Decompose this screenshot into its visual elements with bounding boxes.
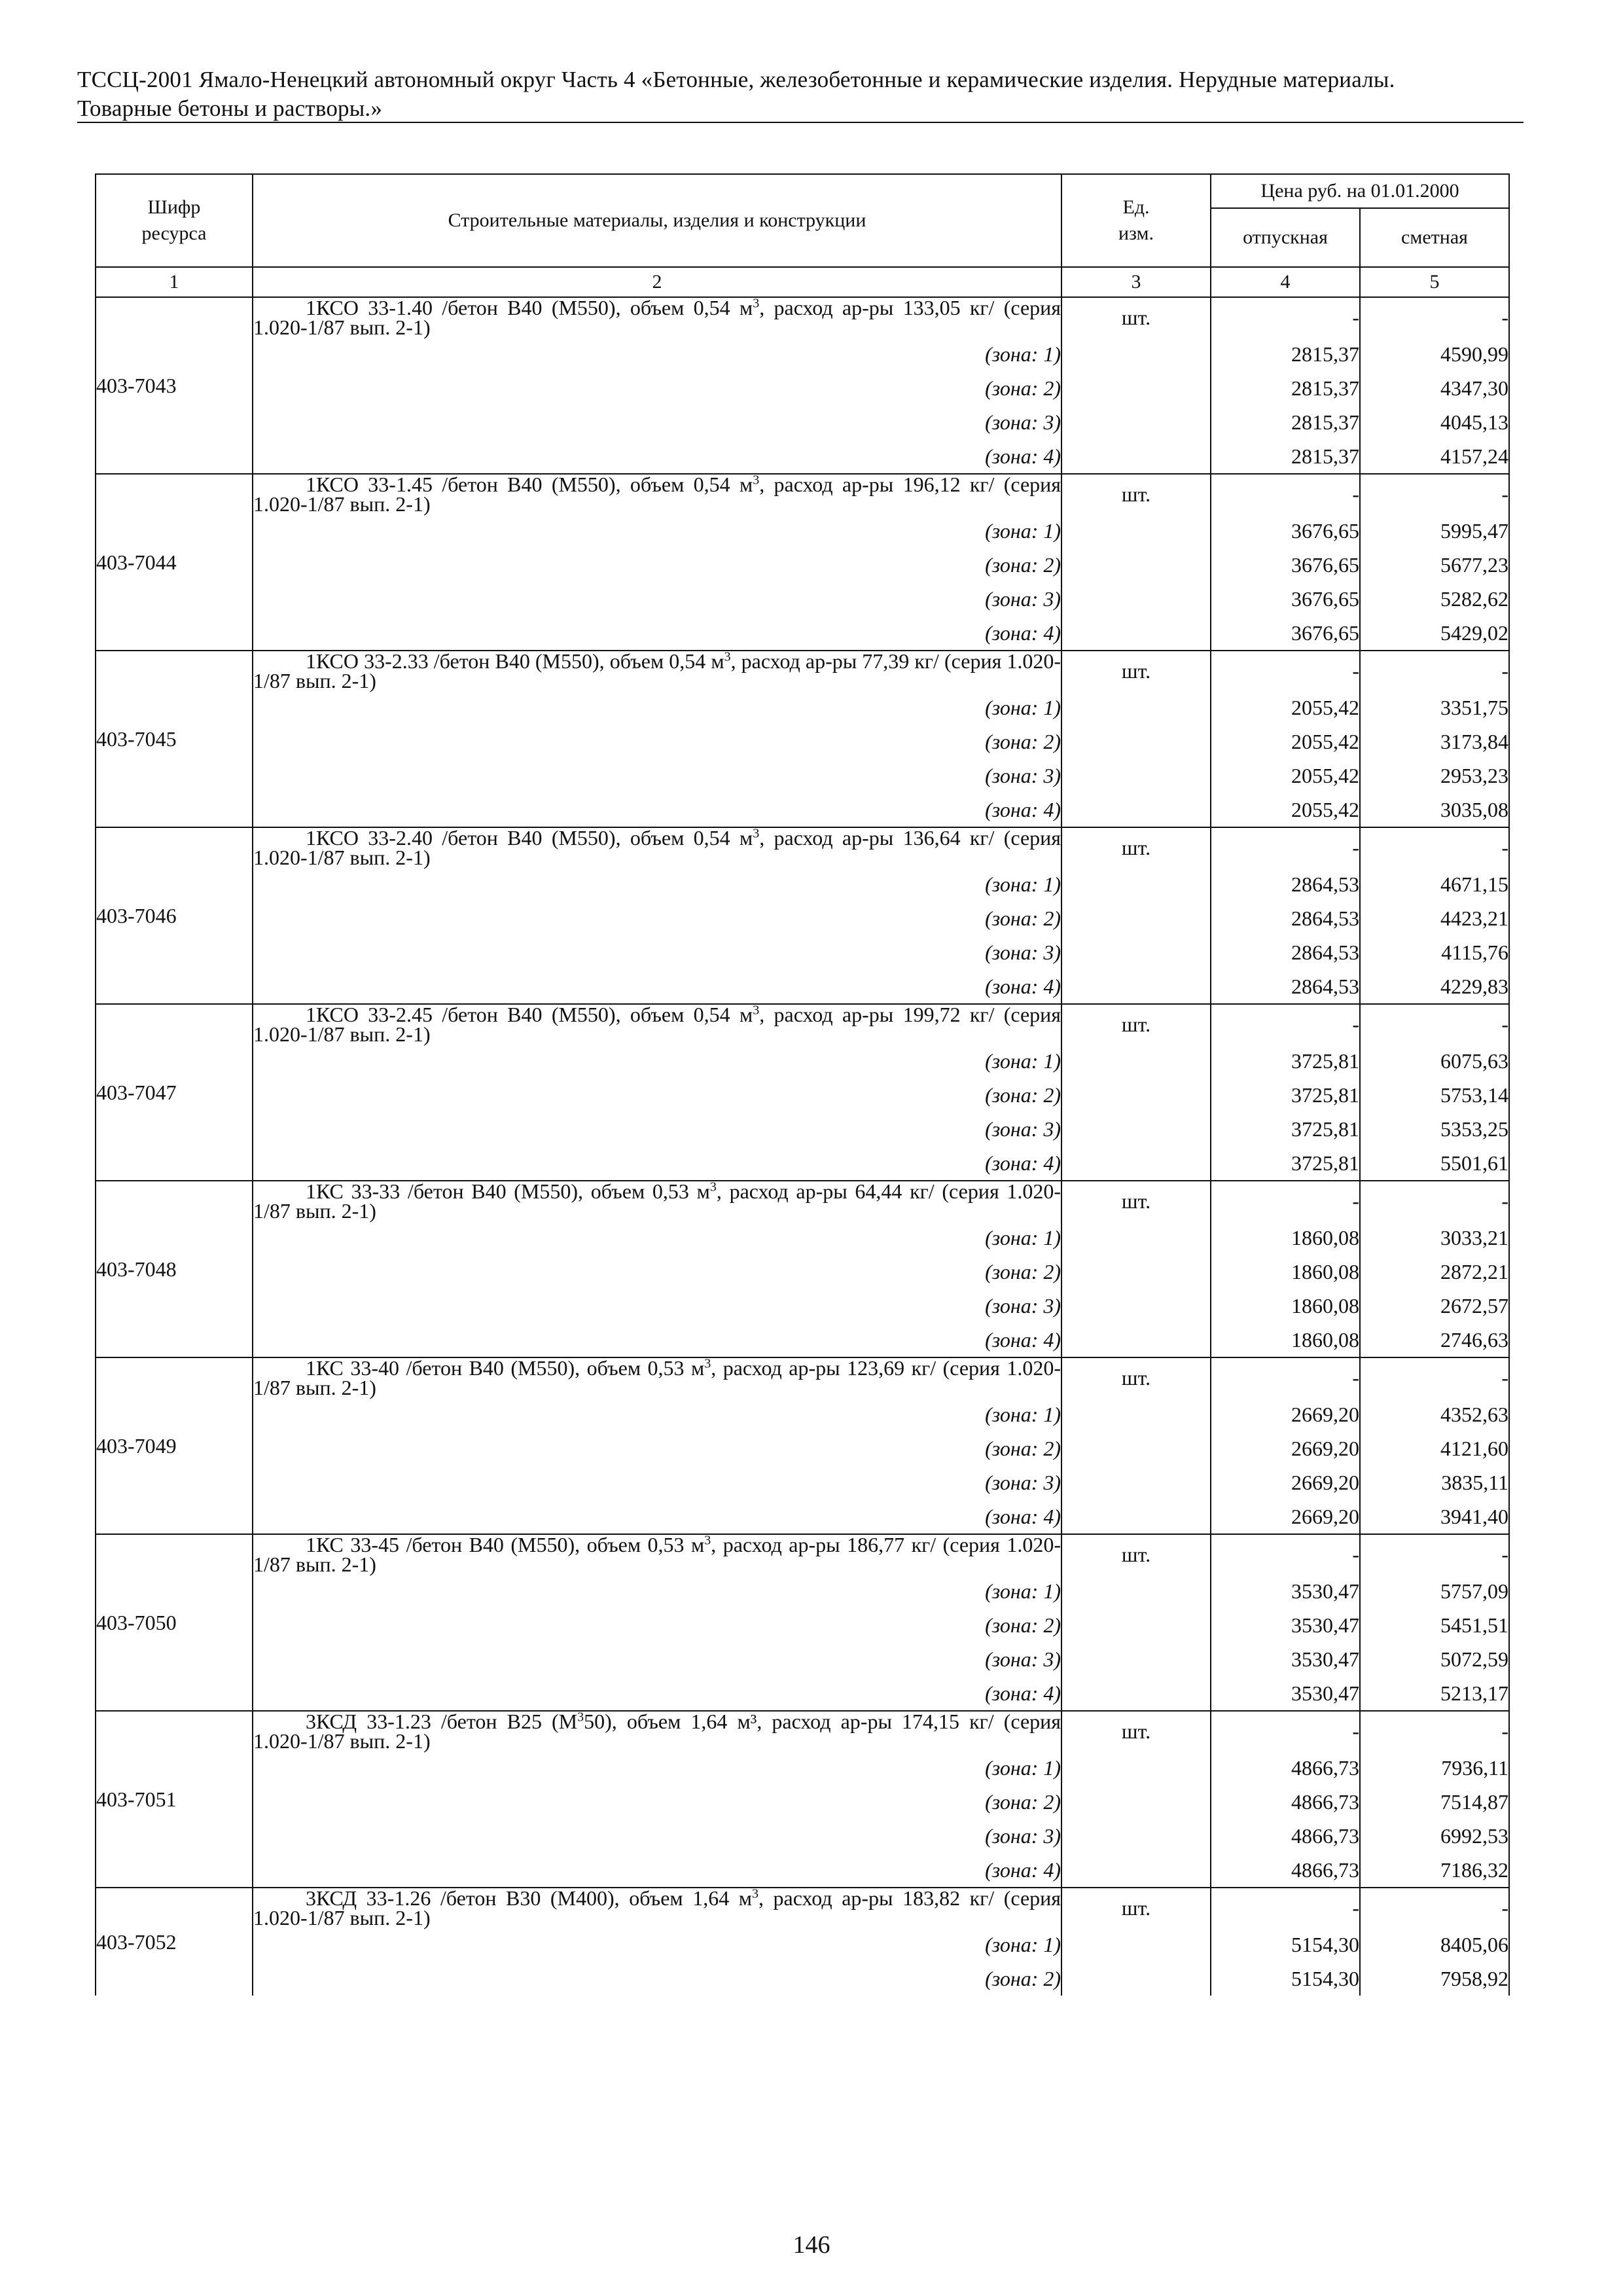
zone-release-price: 2055,42: [1211, 725, 1360, 759]
zone-release-price: 3676,65: [1211, 514, 1360, 548]
release-price-cell: -: [1211, 1534, 1360, 1574]
zone-unit-cell: [1061, 1785, 1211, 1819]
release-price-cell: -: [1211, 1181, 1360, 1221]
zone-label: (зона: 4): [253, 1499, 1061, 1534]
zone-unit-cell: [1061, 935, 1211, 969]
zone-unit-cell: [1061, 514, 1211, 548]
zone-release-price: 2864,53: [1211, 969, 1360, 1004]
table-row: [96, 1004, 1509, 1044]
zone-release-price: 3676,65: [1211, 616, 1360, 651]
zone-release-price: 2864,53: [1211, 935, 1360, 969]
zone-row: [96, 969, 1509, 1004]
zone-release-price: 3725,81: [1211, 1146, 1360, 1181]
release-price-cell: -: [1211, 474, 1360, 514]
material-name: 1КСО 33-1.40 /бетон В40 (М550), объем 0,54 $м^3$, расход ар-ры 133,05 кг/ (серия 1.020-1/87 вып. 2-1): [253, 296, 1061, 339]
zone-estimate-price: 5677,23: [1360, 548, 1509, 582]
zone-release-price: 1860,08: [1211, 1289, 1360, 1323]
zone-label: (зона: 2): [253, 725, 1061, 759]
zone-row: [96, 582, 1509, 616]
document-header: [77, 65, 1524, 123]
zone-estimate-price: 3033,21: [1360, 1221, 1509, 1255]
zone-estimate-price: 4115,76: [1360, 935, 1509, 969]
zone-release-price: 3530,47: [1211, 1642, 1360, 1676]
zone-unit-cell: [1061, 969, 1211, 1004]
zone-estimate-price: 5501,61: [1360, 1146, 1509, 1181]
unit-cell: шт.: [1061, 827, 1211, 867]
zone-label: (зона: 4): [253, 793, 1061, 827]
resource-code: 403-7052: [96, 1888, 253, 1996]
resource-code: 403-7049: [96, 1357, 253, 1534]
column-number: 4: [1211, 267, 1360, 297]
zone-row: [96, 1676, 1509, 1711]
zone-release-price: 2055,42: [1211, 691, 1360, 725]
zone-release-price: 4866,73: [1211, 1751, 1360, 1785]
zone-label: (зона: 2): [253, 1255, 1061, 1289]
zone-estimate-price: 4045,13: [1360, 405, 1509, 439]
zone-unit-cell: [1061, 1289, 1211, 1323]
zone-row: [96, 1323, 1509, 1357]
zone-estimate-price: 4590,99: [1360, 337, 1509, 371]
zone-unit-cell: [1061, 1499, 1211, 1534]
resource-code: 403-7048: [96, 1181, 253, 1357]
material-name: 1КСО 33-2.33 /бетон В40 (М550), объем 0,54 $м^3$, расход ар-ры 77,39 кг/ (серия 1.020-1/87 вып. 2-1): [253, 649, 1061, 692]
zone-label: (зона: 2): [253, 1078, 1061, 1112]
zone-estimate-price: 3035,08: [1360, 793, 1509, 827]
column-header-unit: Ед. изм.: [1061, 174, 1211, 267]
header-line-1: ТССЦ-2001 Ямало-Ненецкий автономный округ Часть 4 «Бетонные, железобетонные и керамические изделия. Нерудные материалы.: [77, 67, 1395, 92]
release-price-cell: -: [1211, 297, 1360, 337]
column-number: 1: [96, 267, 253, 297]
zone-label: (зона: 1): [253, 1928, 1061, 1962]
zone-release-price: 3725,81: [1211, 1044, 1360, 1078]
zone-release-price: 3530,47: [1211, 1676, 1360, 1711]
zone-release-price: 1860,08: [1211, 1323, 1360, 1357]
zone-estimate-price: 7958,92: [1360, 1962, 1509, 1996]
zone-estimate-price: 5429,02: [1360, 616, 1509, 651]
resource-code: 403-7044: [96, 474, 253, 651]
zone-unit-cell: [1061, 793, 1211, 827]
zone-release-price: 2864,53: [1211, 901, 1360, 935]
zone-unit-cell: [1061, 691, 1211, 725]
zone-estimate-price: 7514,87: [1360, 1785, 1509, 1819]
zone-estimate-price: 2872,21: [1360, 1255, 1509, 1289]
material-name: 1КС 33-40 /бетон В40 (М550), объем 0,53 $м^3$, расход ар-ры 123,69 кг/ (серия 1.020-1/87 вып. 2-1): [253, 1356, 1061, 1399]
zone-estimate-price: 2953,23: [1360, 759, 1509, 793]
estimate-price-cell: -: [1360, 827, 1509, 867]
page-number: 146: [793, 2231, 830, 2259]
zone-release-price: 2815,37: [1211, 405, 1360, 439]
zone-unit-cell: [1061, 1465, 1211, 1499]
zone-label: (зона: 2): [253, 1608, 1061, 1642]
table-row: [96, 1888, 1509, 1928]
zone-estimate-price: 2746,63: [1360, 1323, 1509, 1357]
zone-estimate-price: 4352,63: [1360, 1397, 1509, 1431]
zone-release-price: 1860,08: [1211, 1255, 1360, 1289]
zone-label: (зона: 4): [253, 616, 1061, 651]
zone-label: (зона: 2): [253, 901, 1061, 935]
zone-release-price: 3725,81: [1211, 1112, 1360, 1146]
zone-row: [96, 1751, 1509, 1785]
zone-row: [96, 725, 1509, 759]
zone-release-price: 2864,53: [1211, 867, 1360, 901]
resource-code: 403-7043: [96, 297, 253, 474]
zone-unit-cell: [1061, 582, 1211, 616]
resource-code: 403-7050: [96, 1534, 253, 1711]
zone-row: [96, 1574, 1509, 1608]
column-header-price-group: Цена руб. на 01.01.2000: [1211, 174, 1509, 208]
material-name: 1КСО 33-1.45 /бетон В40 (М550), объем 0,54 $м^3$, расход ар-ры 196,12 кг/ (серия 1.020-1/87 вып. 2-1): [253, 473, 1061, 516]
material-name: 3КСД 33-1.23 /бетон В25 $(М^350)$, объем 1,64 м³, расход ар-ры 174,15 кг/ (серия 1.020-1/87 вып. 2-1): [253, 1710, 1061, 1753]
column-numbers-row: [96, 267, 1509, 297]
zone-estimate-price: 4347,30: [1360, 371, 1509, 405]
zone-release-price: 2669,20: [1211, 1499, 1360, 1534]
column-number: 5: [1360, 267, 1509, 297]
zone-release-price: 4866,73: [1211, 1819, 1360, 1853]
zone-release-price: 2815,37: [1211, 439, 1360, 474]
zone-label: (зона: 4): [253, 969, 1061, 1004]
zone-unit-cell: [1061, 1146, 1211, 1181]
table-row: [96, 827, 1509, 867]
zone-row: [96, 1465, 1509, 1499]
zone-row: [96, 1221, 1509, 1255]
zone-unit-cell: [1061, 616, 1211, 651]
zone-estimate-price: 5282,62: [1360, 582, 1509, 616]
resource-code: 403-7047: [96, 1004, 253, 1181]
zone-label: (зона: 4): [253, 1676, 1061, 1711]
estimate-price-cell: -: [1360, 1711, 1509, 1751]
zone-row: [96, 1819, 1509, 1853]
zone-label: (зона: 1): [253, 867, 1061, 901]
estimate-price-cell: -: [1360, 1888, 1509, 1928]
estimate-price-cell: -: [1360, 1181, 1509, 1221]
zone-label: (зона: 1): [253, 1574, 1061, 1608]
zone-row: [96, 337, 1509, 371]
release-price-cell: -: [1211, 1004, 1360, 1044]
estimate-price-cell: -: [1360, 1004, 1509, 1044]
price-table-header: [96, 174, 1509, 297]
material-name: 1КС 33-45 /бетон В40 (М550), объем 0,53 $м^3$, расход ар-ры 186,77 кг/ (серия 1.020-1/87 вып. 2-1): [253, 1533, 1061, 1576]
zone-unit-cell: [1061, 1751, 1211, 1785]
zone-unit-cell: [1061, 337, 1211, 371]
zone-unit-cell: [1061, 1221, 1211, 1255]
zone-row: [96, 514, 1509, 548]
zone-estimate-price: 6992,53: [1360, 1819, 1509, 1853]
zone-row: [96, 439, 1509, 474]
zone-unit-cell: [1061, 1112, 1211, 1146]
zone-row: [96, 371, 1509, 405]
material-name: 1КС 33-33 /бетон В40 (М550), объем 0,53 $м^3$, расход ар-ры 64,44 кг/ (серия 1.020-1/87 вып. 2-1): [253, 1179, 1061, 1223]
zone-release-price: 3530,47: [1211, 1574, 1360, 1608]
zone-unit-cell: [1061, 1676, 1211, 1711]
resource-code: 403-7046: [96, 827, 253, 1004]
zone-unit-cell: [1061, 405, 1211, 439]
zone-row: [96, 759, 1509, 793]
zone-row: [96, 1499, 1509, 1534]
material-name: 3КСД 33-1.26 /бетон В30 (М400), объем 1,64 $м^3$, расход ар-ры 183,82 кг/ (серия 1.020-1/87 вып. 2-1): [253, 1886, 1061, 1929]
zone-unit-cell: [1061, 901, 1211, 935]
zone-unit-cell: [1061, 1642, 1211, 1676]
zone-estimate-price: 2672,57: [1360, 1289, 1509, 1323]
zone-row: [96, 1853, 1509, 1888]
zone-row: [96, 1431, 1509, 1465]
zone-release-price: 3676,65: [1211, 582, 1360, 616]
column-header-release-price: отпускная: [1211, 208, 1360, 267]
zone-label: (зона: 3): [253, 1112, 1061, 1146]
zone-unit-cell: [1061, 1962, 1211, 1996]
zone-label: (зона: 1): [253, 1397, 1061, 1431]
table-row: [96, 474, 1509, 514]
price-table-body: [96, 297, 1509, 1996]
unit-cell: шт.: [1061, 1004, 1211, 1044]
column-number: 3: [1061, 267, 1211, 297]
column-header-estimate-price: сметная: [1360, 208, 1509, 267]
estimate-price-cell: -: [1360, 1357, 1509, 1397]
zone-row: [96, 691, 1509, 725]
unit-cell: шт.: [1061, 1888, 1211, 1928]
zone-label: (зона: 3): [253, 1289, 1061, 1323]
zone-row: [96, 1642, 1509, 1676]
unit-cell: шт.: [1061, 1181, 1211, 1221]
estimate-price-cell: -: [1360, 1534, 1509, 1574]
unit-cell: шт.: [1061, 1711, 1211, 1751]
zone-label: (зона: 3): [253, 1819, 1061, 1853]
zone-estimate-price: 5451,51: [1360, 1608, 1509, 1642]
zone-release-price: 2669,20: [1211, 1431, 1360, 1465]
zone-unit-cell: [1061, 371, 1211, 405]
zone-label: (зона: 2): [253, 371, 1061, 405]
zone-release-price: 2055,42: [1211, 759, 1360, 793]
zone-estimate-price: 5213,17: [1360, 1676, 1509, 1711]
table-row: [96, 1181, 1509, 1221]
zone-estimate-price: 5757,09: [1360, 1574, 1509, 1608]
table-row: [96, 297, 1509, 337]
zone-label: (зона: 1): [253, 514, 1061, 548]
zone-row: [96, 901, 1509, 935]
zone-unit-cell: [1061, 439, 1211, 474]
zone-row: [96, 1962, 1509, 1996]
zone-unit-cell: [1061, 867, 1211, 901]
zone-row: [96, 1146, 1509, 1181]
zone-unit-cell: [1061, 1431, 1211, 1465]
zone-estimate-price: 6075,63: [1360, 1044, 1509, 1078]
unit-cell: шт.: [1061, 1357, 1211, 1397]
release-price-cell: -: [1211, 1711, 1360, 1751]
unit-cell: шт.: [1061, 474, 1211, 514]
header-rule: [77, 122, 1524, 123]
zone-estimate-price: 4671,15: [1360, 867, 1509, 901]
table-row: [96, 1711, 1509, 1751]
zone-estimate-price: 8405,06: [1360, 1928, 1509, 1962]
zone-unit-cell: [1061, 1044, 1211, 1078]
zone-estimate-price: 5995,47: [1360, 514, 1509, 548]
zone-estimate-price: 3941,40: [1360, 1499, 1509, 1534]
zone-unit-cell: [1061, 1078, 1211, 1112]
table-row: [96, 1357, 1509, 1397]
zone-label: (зона: 1): [253, 1044, 1061, 1078]
resource-code: 403-7045: [96, 651, 253, 827]
zone-row: [96, 1785, 1509, 1819]
release-price-cell: -: [1211, 651, 1360, 691]
zone-row: [96, 1112, 1509, 1146]
zone-estimate-price: 4229,83: [1360, 969, 1509, 1004]
estimate-price-cell: -: [1360, 474, 1509, 514]
zone-label: (зона: 4): [253, 1323, 1061, 1357]
zone-release-price: 1860,08: [1211, 1221, 1360, 1255]
unit-cell: шт.: [1061, 1534, 1211, 1574]
zone-label: (зона: 3): [253, 1642, 1061, 1676]
release-price-cell: -: [1211, 1888, 1360, 1928]
unit-cell: шт.: [1061, 651, 1211, 691]
zone-unit-cell: [1061, 1323, 1211, 1357]
zone-estimate-price: 3835,11: [1360, 1465, 1509, 1499]
zone-label: (зона: 1): [253, 691, 1061, 725]
zone-label: (зона: 3): [253, 1465, 1061, 1499]
zone-estimate-price: 5353,25: [1360, 1112, 1509, 1146]
zone-release-price: 3530,47: [1211, 1608, 1360, 1642]
zone-label: (зона: 4): [253, 1853, 1061, 1888]
zone-release-price: 4866,73: [1211, 1785, 1360, 1819]
column-number: 2: [253, 267, 1061, 297]
zone-release-price: 2815,37: [1211, 337, 1360, 371]
unit-cell: шт.: [1061, 297, 1211, 337]
zone-row: [96, 793, 1509, 827]
zone-release-price: 3676,65: [1211, 548, 1360, 582]
estimate-price-cell: -: [1360, 651, 1509, 691]
zone-estimate-price: 7936,11: [1360, 1751, 1509, 1785]
zone-unit-cell: [1061, 548, 1211, 582]
zone-label: (зона: 1): [253, 337, 1061, 371]
table-row: [96, 651, 1509, 691]
zone-row: [96, 1289, 1509, 1323]
zone-release-price: 5154,30: [1211, 1928, 1360, 1962]
zone-row: [96, 1078, 1509, 1112]
zone-unit-cell: [1061, 1397, 1211, 1431]
zone-label: (зона: 3): [253, 582, 1061, 616]
zone-label: (зона: 2): [253, 1431, 1061, 1465]
zone-release-price: 2669,20: [1211, 1397, 1360, 1431]
table-row: [96, 1534, 1509, 1574]
zone-release-price: 2055,42: [1211, 793, 1360, 827]
price-table: [95, 173, 1510, 1996]
zone-estimate-price: 7186,32: [1360, 1853, 1509, 1888]
zone-estimate-price: 4121,60: [1360, 1431, 1509, 1465]
zone-label: (зона: 1): [253, 1751, 1061, 1785]
zone-label: (зона: 2): [253, 1962, 1061, 1996]
zone-release-price: 4866,73: [1211, 1853, 1360, 1888]
zone-row: [96, 935, 1509, 969]
zone-release-price: 3725,81: [1211, 1078, 1360, 1112]
zone-row: [96, 1928, 1509, 1962]
zone-row: [96, 1608, 1509, 1642]
zone-unit-cell: [1061, 1928, 1211, 1962]
zone-label: (зона: 4): [253, 439, 1061, 474]
column-header-code: Шифр ресурса: [96, 174, 253, 267]
zone-unit-cell: [1061, 1608, 1211, 1642]
zone-unit-cell: [1061, 1574, 1211, 1608]
zone-row: [96, 1397, 1509, 1431]
resource-code: 403-7051: [96, 1711, 253, 1888]
zone-row: [96, 867, 1509, 901]
material-name: 1КСО 33-2.45 /бетон В40 (М550), объем 0,54 $м^3$, расход ар-ры 199,72 кг/ (серия 1.020-1/87 вып. 2-1): [253, 1003, 1061, 1046]
zone-row: [96, 548, 1509, 582]
zone-label: (зона: 3): [253, 405, 1061, 439]
zone-unit-cell: [1061, 1819, 1211, 1853]
zone-label: (зона: 2): [253, 548, 1061, 582]
zone-unit-cell: [1061, 725, 1211, 759]
zone-label: (зона: 3): [253, 759, 1061, 793]
estimate-price-cell: -: [1360, 297, 1509, 337]
zone-estimate-price: 4423,21: [1360, 901, 1509, 935]
zone-release-price: 2669,20: [1211, 1465, 1360, 1499]
zone-unit-cell: [1061, 1853, 1211, 1888]
zone-row: [96, 1044, 1509, 1078]
column-header-name: Строительные материалы, изделия и конструкции: [253, 174, 1061, 267]
zone-label: (зона: 1): [253, 1221, 1061, 1255]
zone-estimate-price: 3351,75: [1360, 691, 1509, 725]
zone-unit-cell: [1061, 1255, 1211, 1289]
zone-estimate-price: 4157,24: [1360, 439, 1509, 474]
zone-estimate-price: 5753,14: [1360, 1078, 1509, 1112]
zone-row: [96, 405, 1509, 439]
zone-label: (зона: 4): [253, 1146, 1061, 1181]
material-name: 1КСО 33-2.40 /бетон В40 (М550), объем 0,54 $м^3$, расход ар-ры 136,64 кг/ (серия 1.020-1/87 вып. 2-1): [253, 826, 1061, 869]
release-price-cell: -: [1211, 827, 1360, 867]
release-price-cell: -: [1211, 1357, 1360, 1397]
zone-release-price: 5154,30: [1211, 1962, 1360, 1996]
zone-row: [96, 616, 1509, 651]
zone-label: (зона: 3): [253, 935, 1061, 969]
zone-label: (зона: 2): [253, 1785, 1061, 1819]
header-line-2: Товарные бетоны и растворы.»: [77, 96, 383, 121]
zone-release-price: 2815,37: [1211, 371, 1360, 405]
zone-estimate-price: 5072,59: [1360, 1642, 1509, 1676]
zone-estimate-price: 3173,84: [1360, 725, 1509, 759]
zone-row: [96, 1255, 1509, 1289]
zone-unit-cell: [1061, 759, 1211, 793]
